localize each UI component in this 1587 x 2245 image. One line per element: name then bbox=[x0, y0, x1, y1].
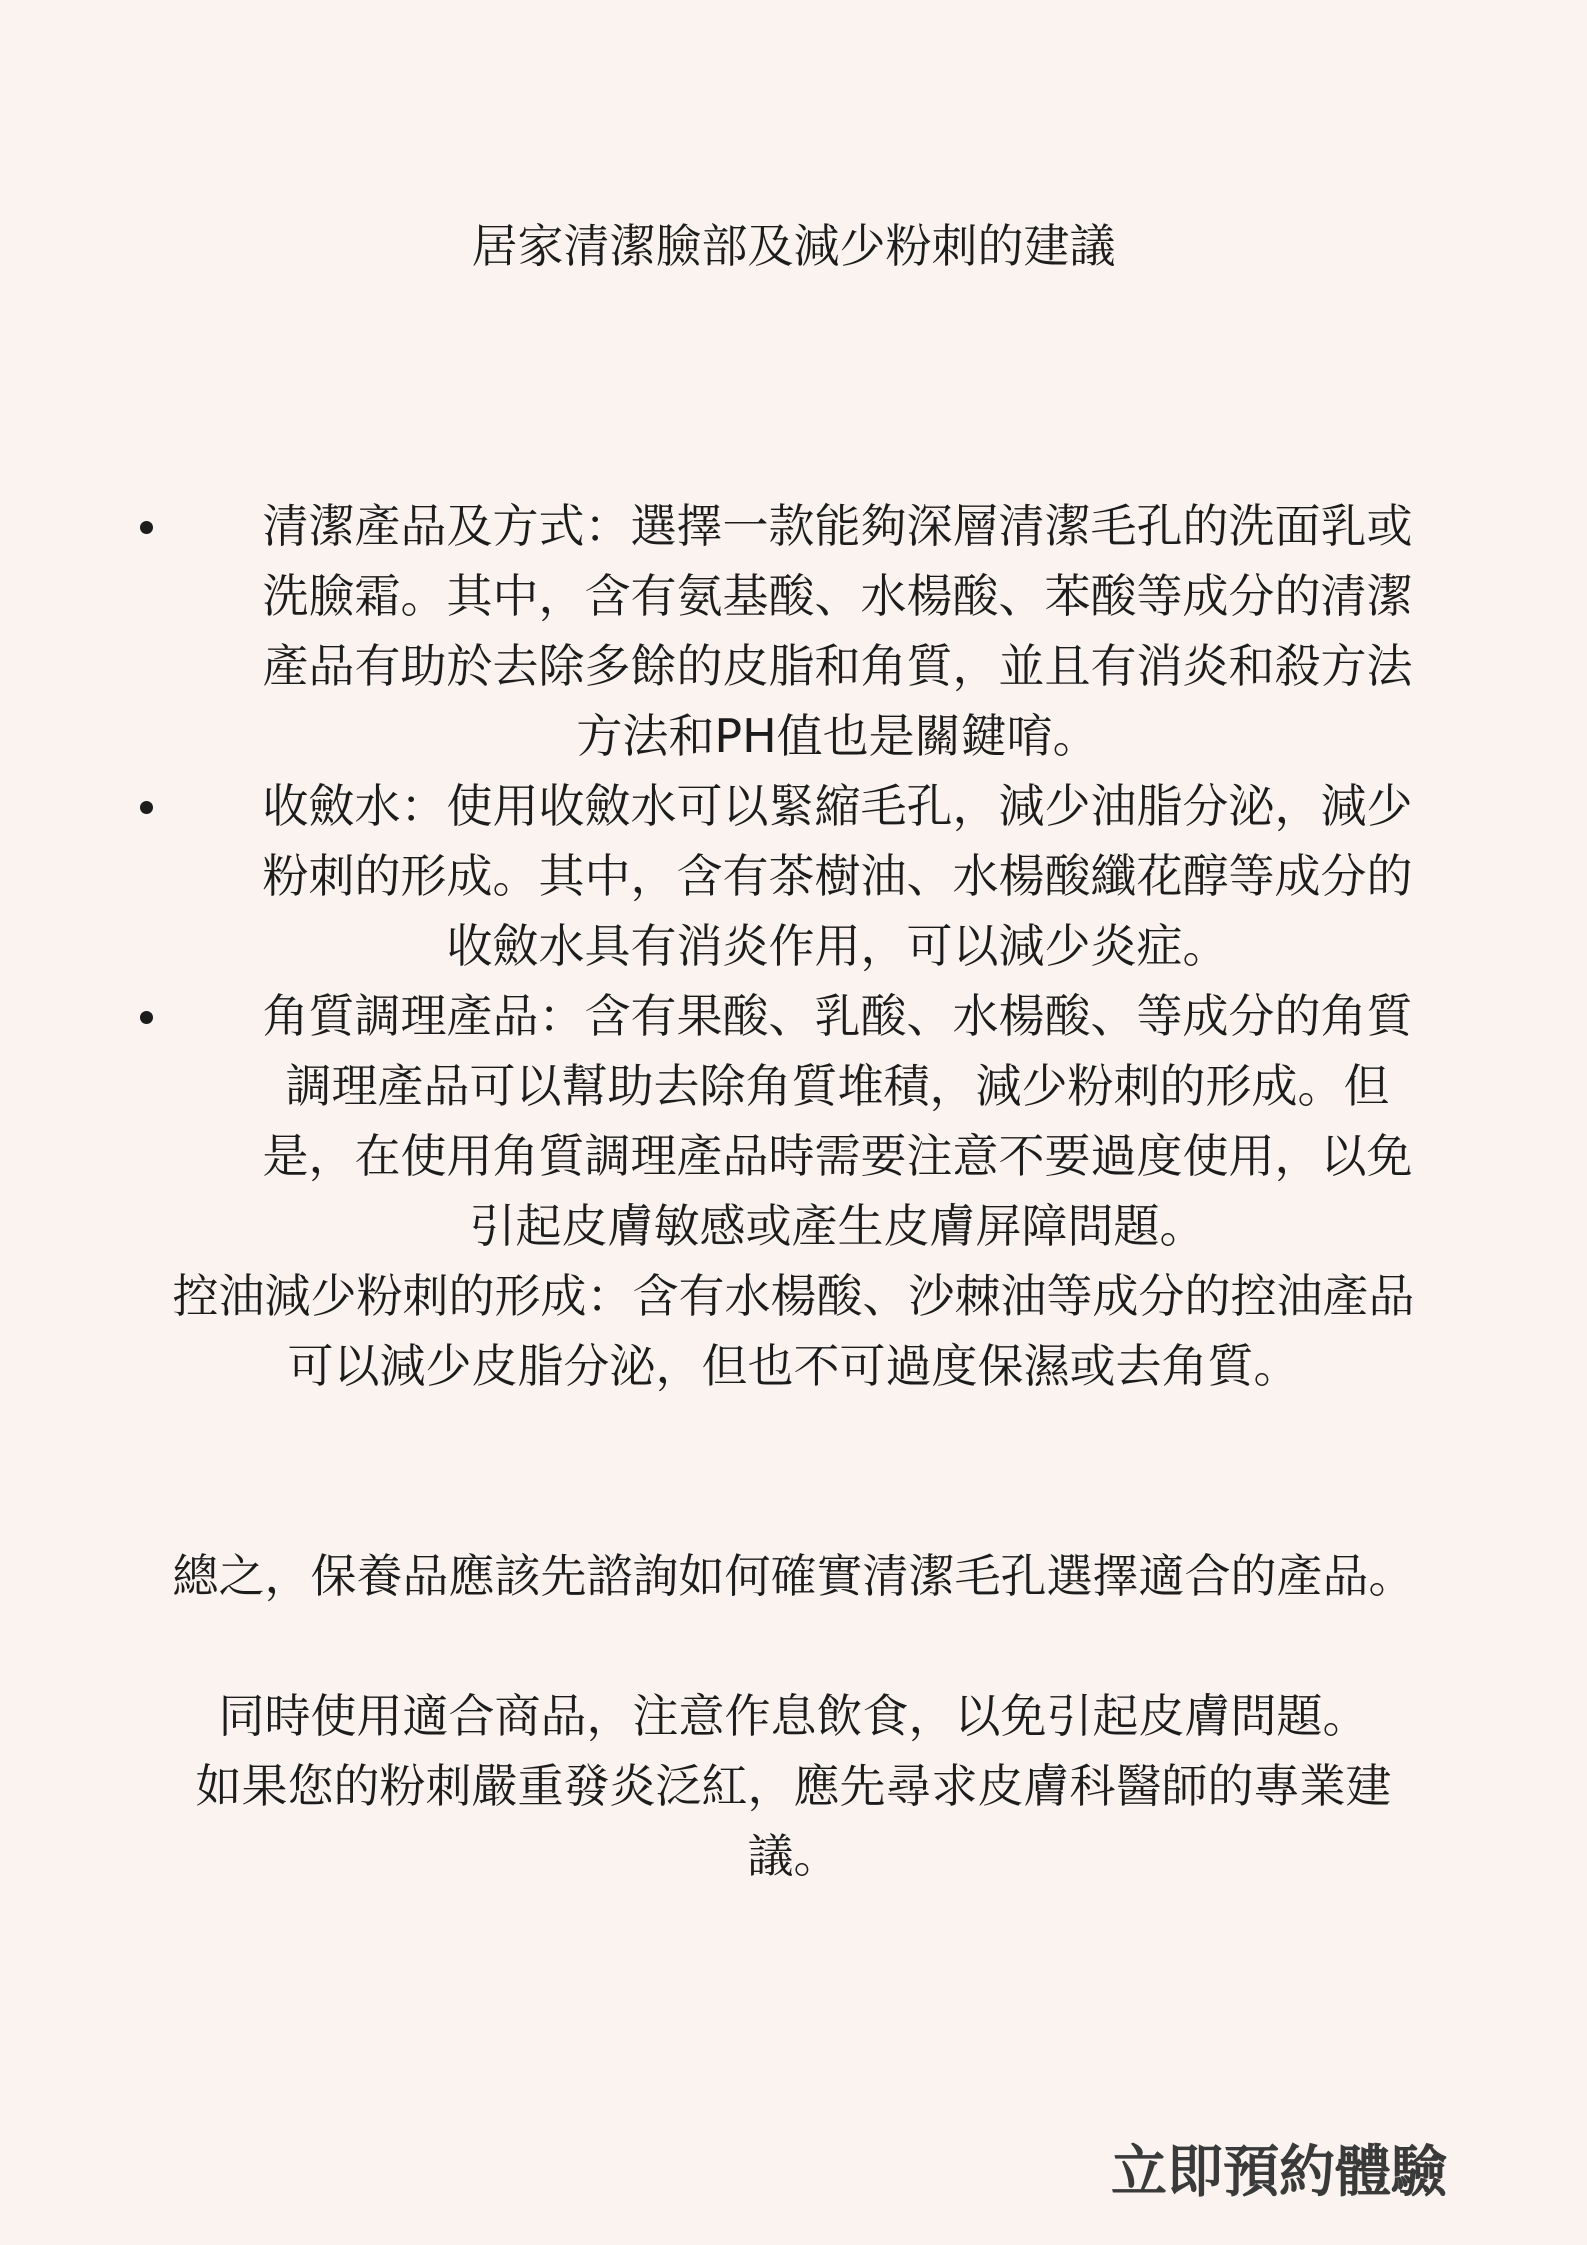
text-line: 收斂水：使用收斂水可以緊縮毛孔，減少油脂分泌，減少 bbox=[262, 779, 1413, 833]
text-line: 洗臉霜。其中，含有氨基酸、水楊酸、苯酸等成分的清潔 bbox=[262, 569, 1413, 623]
closing-paragraph bbox=[70, 1681, 1517, 1891]
text-line: 方法和PH值也是關鍵唷。 bbox=[576, 709, 1099, 763]
text-line: 議。 bbox=[747, 1829, 840, 1883]
list-item-exfoliant bbox=[110, 981, 1470, 1261]
list-item-toner bbox=[110, 771, 1470, 981]
text-line: 引起皮膚敏感或產生皮膚屏障問題。 bbox=[469, 1199, 1206, 1253]
text-line: 產品有助於去除多餘的皮脂和角質，並且有消炎和殺方法 bbox=[262, 639, 1413, 693]
page-title: 居家清潔臉部及減少粉刺的建議 bbox=[471, 219, 1116, 273]
text-line: 總之，保養品應該先諮詢如何確實清潔毛孔選擇適合的產品。 bbox=[172, 1549, 1415, 1603]
summary-paragraph bbox=[70, 1541, 1517, 1611]
bullet-icon bbox=[140, 801, 153, 814]
text-line: 可以減少皮脂分泌，但也不可過度保濕或去角質。 bbox=[287, 1339, 1300, 1393]
text-line: 清潔產品及方式：選擇一款能夠深層清潔毛孔的洗面乳或 bbox=[262, 499, 1413, 553]
book-now-button[interactable]: 立即預約體驗 bbox=[1111, 2133, 1447, 2213]
text-line: 粉刺的形成。其中，含有茶樹油、水楊酸纖花醇等成分的 bbox=[262, 849, 1413, 903]
text-line: 調理產品可以幫助去除角質堆積，減少粉刺的形成。但 bbox=[285, 1059, 1390, 1113]
bullet-icon bbox=[140, 521, 153, 534]
text-line: 同時使用適合商品，注意作息飲食，以免引起皮膚問題。 bbox=[218, 1689, 1369, 1743]
advice-list bbox=[110, 491, 1470, 1261]
list-item-cleansing bbox=[110, 491, 1470, 771]
text-line: 如果您的粉刺嚴重發炎泛紅，應先尋求皮膚科醫師的專業建 bbox=[195, 1759, 1392, 1813]
text-line: 收斂水具有消炎作用，可以減少炎症。 bbox=[446, 919, 1229, 973]
text-line: 是，在使用角質調理產品時需要注意不要過度使用，以免 bbox=[262, 1129, 1413, 1183]
text-line: 角質調理產品：含有果酸、乳酸、水楊酸、等成分的角質 bbox=[262, 989, 1413, 1043]
text-line: 控油減少粉刺的形成：含有水楊酸、沙棘油等成分的控油產品 bbox=[172, 1269, 1415, 1323]
oil-control-paragraph bbox=[70, 1261, 1517, 1401]
bullet-icon bbox=[140, 1011, 153, 1024]
